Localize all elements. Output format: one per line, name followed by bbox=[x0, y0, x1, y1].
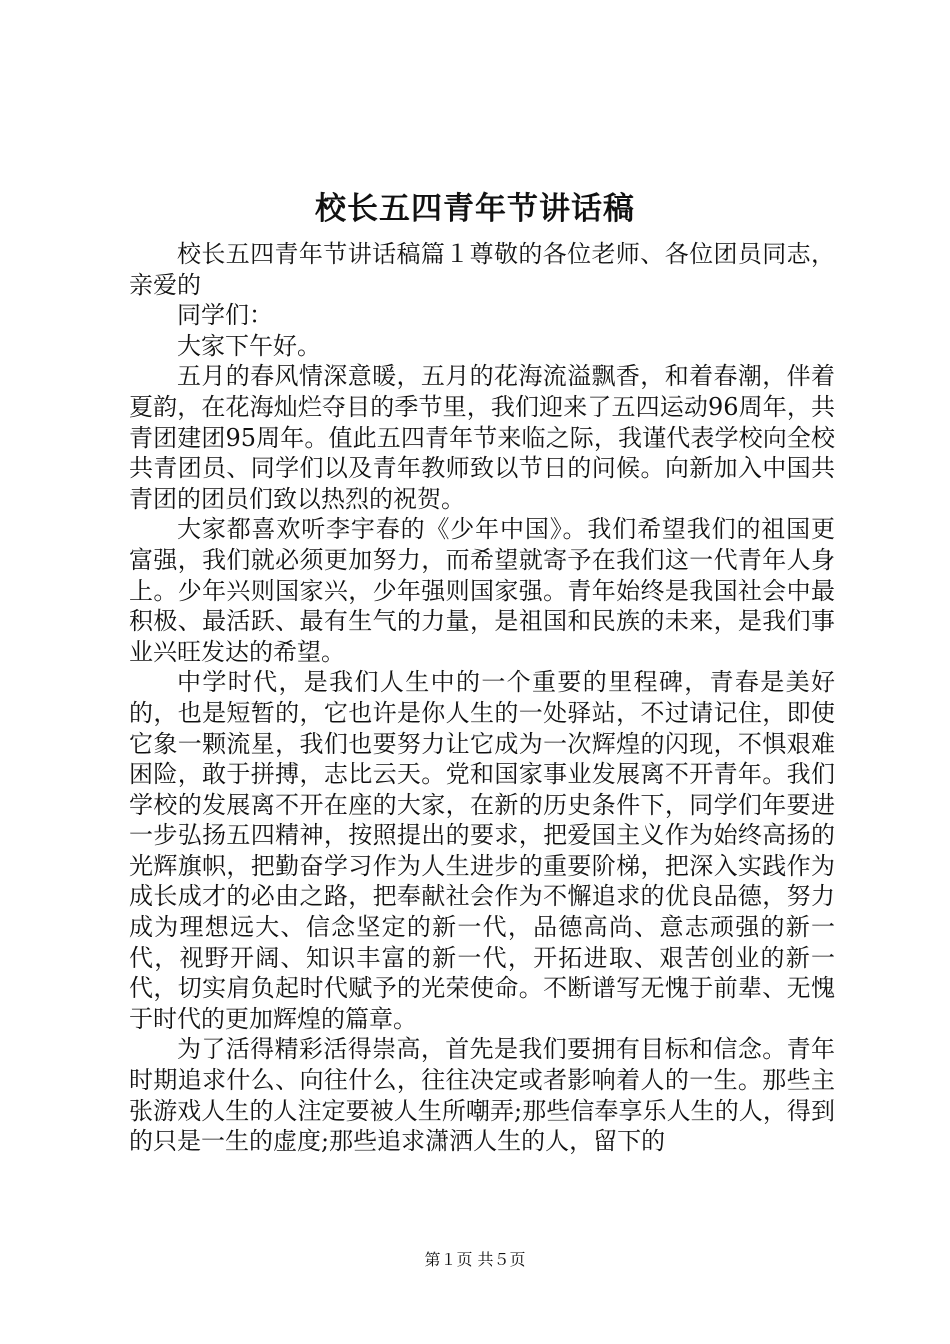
document-body bbox=[129, 239, 835, 1157]
page-indicator: 第１页 共５页 bbox=[424, 1250, 526, 1269]
document-title: 校长五四青年节讲话稿 bbox=[315, 191, 635, 227]
paragraph-7: 为了活得精彩活得崇高，首先是我们要拥有目标和信念。青年时期追求什么、向往什么，往往决定或者影响着人的一生。那些主张游戏人生的人注定要被人生所嘲弄;那些信奉享乐人生的人，得到的只是一生的虚度;那些追求潇洒人生的人，留下的 bbox=[129, 1035, 835, 1156]
paragraph-1: 校长五四青年节讲话稿篇１尊敬的各位老师、各位团员同志，亲爱的 bbox=[129, 240, 835, 299]
paragraph-3: 大家下午好。 bbox=[177, 331, 321, 360]
paragraph-5: 大家都喜欢听李宇春的《少年中国》。我们希望我们的祖国更富强，我们就必须更加努力，而希望就寄予在我们这一代青年人身上。少年兴则国家兴，少年强则国家强。青年始终是我国社会中最积极、最活跃、最有生气的力量，是祖国和民族的未来，是我们事业兴旺发达的希望。 bbox=[129, 515, 835, 666]
paragraph-6: 中学时代，是我们人生中的一个重要的里程碑，青春是美好的，也是短暂的，它也许是你人生的一处驿站，不过请记住，即使它象一颗流星，我们也要努力让它成为一次辉煌的闪现，不惧艰难困险，敢于拼搏，志比云天。党和国家事业发展离不开青年。我们学校的发展离不开在座的大家，在新的历史条件下，同学们年要进一步弘扬五四精神，按照提出的要求，把爱国主义作为始终高扬的光辉旗帜，把勤奋学习作为人生进步的重要阶梯，把深入实践作为成长成才的必由之路，把奉献社会作为不懈追求的优良品德，努力成为理想远大、信念坚定的新一代，品德高尚、意志顽强的新一代，视野开阔、知识丰富的新一代，开拓进取、艰苦创业的新一代，切实肩负起时代赋予的光荣使命。不断谱写无愧于前辈、无愧于时代的更加辉煌的篇章。 bbox=[129, 668, 835, 1033]
paragraph-2: 同学们： bbox=[177, 301, 273, 330]
paragraph-4: 五月的春风情深意暖，五月的花海流溢飘香，和着春潮，伴着夏韵，在花海灿烂夺目的季节里，我们迎来了五四运动96周年，共青团建团95周年。值此五四青年节来临之际，我谨代表学校向全校共青团员、同学们以及青年教师致以节日的问候。向新加入中国共青团的团员们致以热烈的祝贺。 bbox=[129, 362, 835, 513]
